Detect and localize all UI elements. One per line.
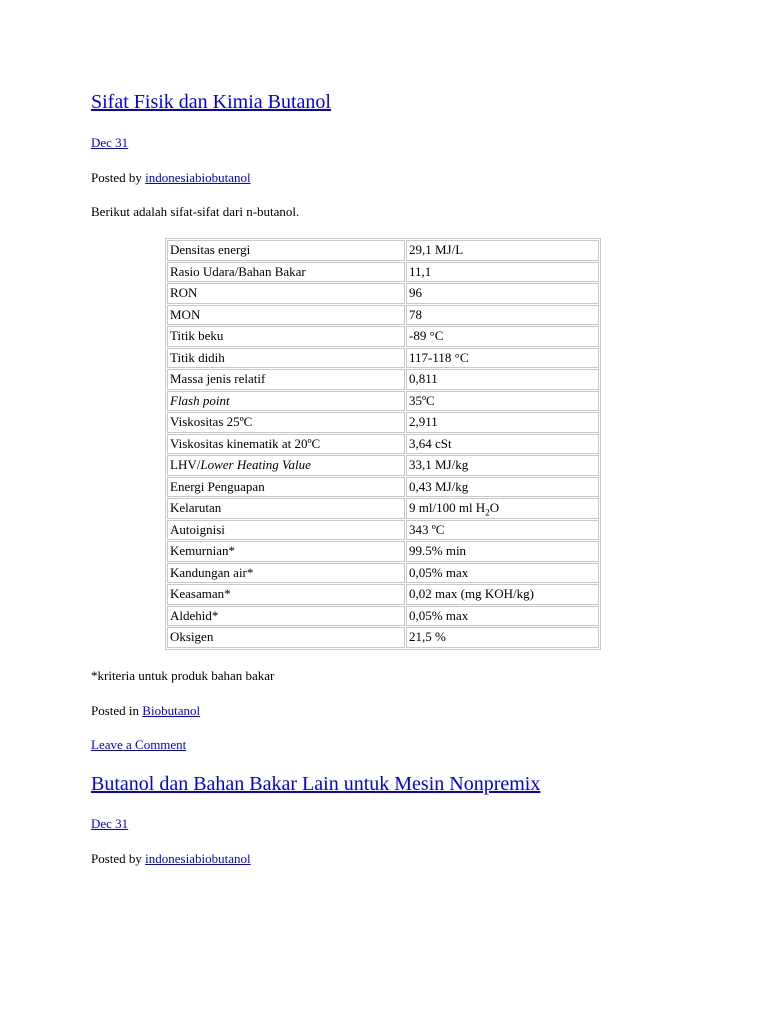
property-name: Keasaman*	[170, 586, 231, 602]
table-row	[167, 262, 599, 283]
property-name: Kemurnian*	[170, 543, 235, 559]
property-value: 21,5 %	[409, 629, 446, 645]
property-value-cell	[406, 412, 599, 433]
table-row	[167, 326, 599, 347]
post-title	[91, 773, 540, 796]
property-value-cell	[406, 584, 599, 605]
property-name-prefix: LHV/	[170, 457, 201, 473]
post-title-link[interactable]: Butanol dan Bahan Bakar Lain untuk Mesin Nonpremix	[91, 773, 541, 795]
property-name-italic: Lower Heating Value	[200, 457, 311, 473]
property-value: 33,1 MJ/kg	[409, 457, 469, 473]
property-name: Flash point	[170, 392, 230, 408]
property-name-cell	[167, 391, 405, 412]
table-row	[167, 240, 599, 261]
property-name-cell	[167, 348, 405, 369]
property-name-cell	[167, 412, 405, 433]
property-name: RON	[170, 285, 198, 301]
property-value-cell	[406, 498, 599, 519]
property-value: 3,64 cSt	[409, 435, 452, 451]
leave-comment-link[interactable]: Leave a Comment	[91, 737, 187, 752]
property-value: 0,02 max (mg KOH/kg)	[409, 586, 534, 602]
posted-by-label: Posted by	[91, 170, 146, 185]
property-value: -89 °C	[409, 328, 444, 344]
property-name-cell	[167, 584, 405, 605]
property-name: Massa jenis relatif	[170, 371, 266, 387]
table-row	[167, 391, 599, 412]
table-row	[167, 434, 599, 455]
property-value: 35ºC	[409, 392, 435, 408]
property-name-cell	[167, 498, 405, 519]
property-name-cell	[167, 305, 405, 326]
table-row	[167, 520, 599, 541]
property-value-cell	[406, 520, 599, 541]
comment-line	[91, 737, 186, 753]
property-name-cell	[167, 369, 405, 390]
table-row	[167, 477, 599, 498]
table-row	[167, 369, 599, 390]
property-value-cell	[406, 305, 599, 326]
property-value-cell	[406, 627, 599, 648]
property-name-cell	[167, 541, 405, 562]
post-date-link[interactable]: Dec 31	[91, 135, 129, 150]
property-value-cell	[406, 326, 599, 347]
category-link[interactable]: Biobutanol	[142, 703, 201, 718]
property-value-cell	[406, 563, 599, 584]
property-value: 0,43 MJ/kg	[409, 478, 469, 494]
property-value-part: 2	[485, 507, 490, 518]
property-value-cell	[406, 434, 599, 455]
author-link[interactable]: indonesiabiobutanol	[145, 170, 251, 185]
property-name-cell	[167, 262, 405, 283]
table-row	[167, 305, 599, 326]
property-value-cell	[406, 283, 599, 304]
post-author-line	[91, 851, 251, 867]
table-row	[167, 283, 599, 304]
property-name-cell	[167, 627, 405, 648]
property-value: 78	[409, 306, 422, 322]
property-name: Energi Penguapan	[170, 478, 265, 494]
property-value-cell	[406, 369, 599, 390]
post-date	[91, 135, 128, 151]
properties-table	[165, 238, 601, 650]
table-row	[167, 563, 599, 584]
table-row	[167, 584, 599, 605]
property-name: Kandungan air*	[170, 564, 254, 580]
property-value: 343 ºC	[409, 521, 445, 537]
table-row	[167, 348, 599, 369]
property-value-cell	[406, 391, 599, 412]
property-value: 2,911	[409, 414, 438, 430]
property-name: Rasio Udara/Bahan Bakar	[170, 263, 306, 279]
property-value-cell	[406, 348, 599, 369]
post-title	[91, 91, 331, 114]
table-row	[167, 498, 599, 519]
property-name-cell	[167, 240, 405, 261]
property-value-cell	[406, 240, 599, 261]
property-value: 96	[409, 285, 422, 301]
property-name: Viskositas kinematik at 20ºC	[170, 435, 321, 451]
property-name-cell	[167, 606, 405, 627]
property-name: Kelarutan	[170, 500, 222, 516]
property-value-cell	[406, 606, 599, 627]
post-author-line	[91, 170, 251, 186]
property-name-cell	[167, 434, 405, 455]
property-value-cell	[406, 455, 599, 476]
property-value-cell	[406, 262, 599, 283]
property-name: Titik beku	[170, 328, 224, 344]
property-name-cell	[167, 326, 405, 347]
table-row	[167, 541, 599, 562]
post-date	[91, 816, 128, 832]
property-name-cell	[167, 520, 405, 541]
property-value: 0,05% max	[409, 607, 469, 623]
property-name: Oksigen	[170, 629, 214, 645]
post-intro: Berikut adalah sifat-sifat dari n-butanol.	[91, 204, 300, 219]
property-name-cell	[167, 283, 405, 304]
property-value: 99.5% min	[409, 543, 467, 559]
author-link[interactable]: indonesiabiobutanol	[145, 851, 251, 866]
property-name: Titik didih	[170, 349, 225, 365]
posted-in-label: Posted in	[91, 703, 143, 718]
property-value: 29,1 MJ/L	[409, 242, 464, 258]
property-value-cell	[406, 477, 599, 498]
post-title-link[interactable]: Sifat Fisik dan Kimia Butanol	[91, 91, 331, 113]
property-value: 0,811	[409, 371, 438, 387]
property-name: Densitas energi	[170, 242, 251, 258]
property-value: 117-118 °C	[409, 349, 469, 365]
post-date-link[interactable]: Dec 31	[91, 816, 129, 831]
property-name-cell	[167, 477, 405, 498]
property-value: 0,05% max	[409, 564, 469, 580]
table-row	[167, 412, 599, 433]
post-category-line	[91, 703, 200, 719]
property-name: Autoignisi	[170, 521, 225, 537]
property-name-cell	[167, 563, 405, 584]
table-row	[167, 455, 599, 476]
property-value: 11,1	[409, 263, 432, 279]
property-name-cell	[167, 455, 405, 476]
table-row	[167, 606, 599, 627]
table-row	[167, 627, 599, 648]
property-value-part: 9 ml/100 ml H	[409, 500, 486, 516]
property-name: Aldehid*	[170, 607, 219, 623]
property-name: MON	[170, 306, 201, 322]
property-value-part: O	[489, 500, 500, 516]
posted-by-label: Posted by	[91, 851, 146, 866]
property-name: Viskositas 25ºC	[170, 414, 253, 430]
footnote: *kriteria untuk produk bahan bakar	[91, 668, 275, 683]
property-value-cell	[406, 541, 599, 562]
